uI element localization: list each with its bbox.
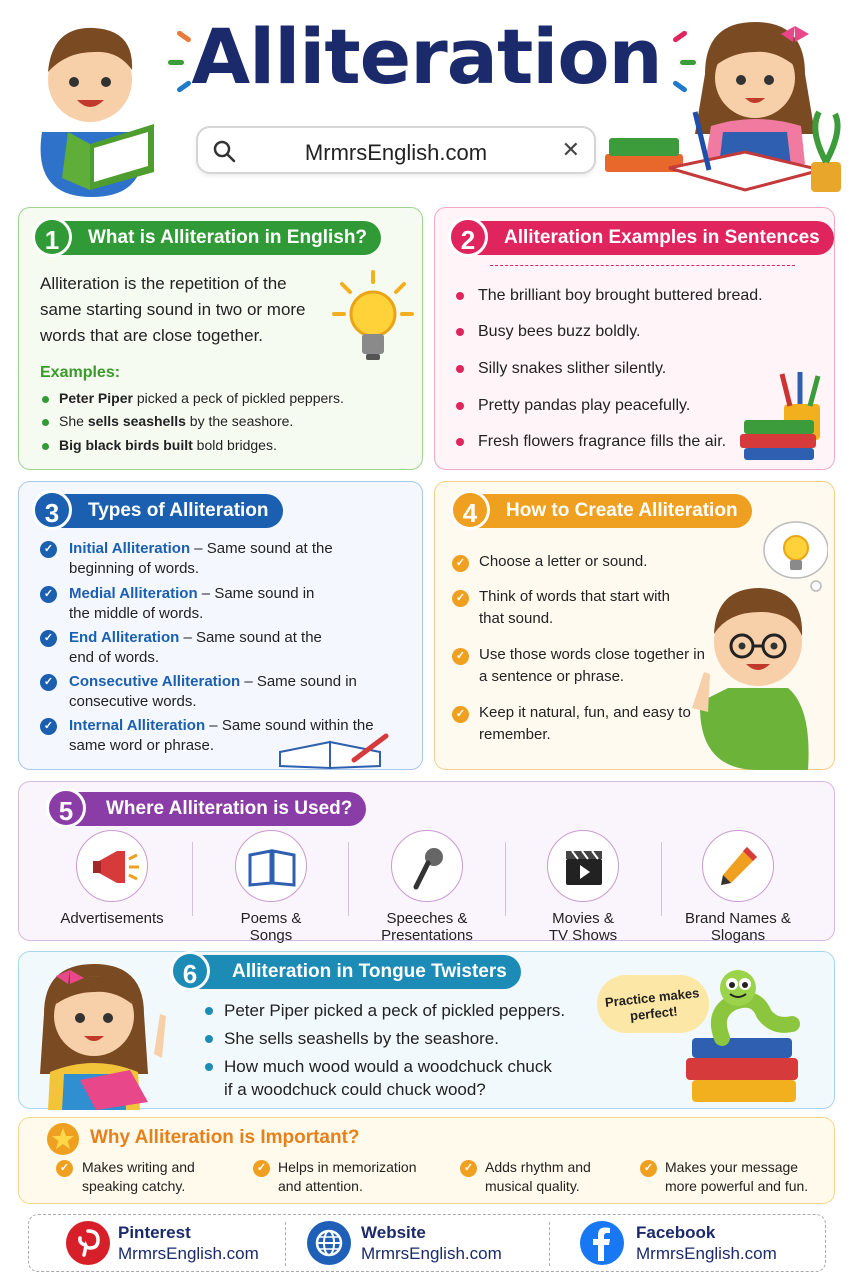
check-icon: ✓ [56,1160,73,1177]
list-item: Use those words close together in a sentence or phrase. [479,646,705,685]
section-1-title: What is Alliteration in English? [46,221,381,255]
section-3-title: Types of Alliteration [46,494,283,528]
divider [549,1222,550,1266]
section-5-title: Where Alliteration is Used? [64,792,366,826]
use-label: Brand Names & Slogans [685,910,791,944]
bullet-dot [205,1035,213,1043]
list-item: Consecutive Alliteration – Same sound in consecutive words. [69,673,357,710]
pencil-cup-books-icon [738,370,826,464]
lightbulb-icon [330,268,416,364]
list-item: Peter Piper picked a peck of pickled peppers. [224,1001,566,1020]
bullet-dot [42,443,49,450]
header [0,0,853,200]
sentence-text: The brilliant boy brought buttered bread. [478,287,763,304]
check-icon: ✓ [40,630,57,647]
bookworm-books-illustration [682,962,808,1108]
bullet-dot [42,396,49,403]
check-icon: ✓ [40,586,57,603]
footer-url: MrmrsEnglish.com [361,1244,502,1263]
list-item: She sells seashells by the seashore. [224,1029,499,1048]
check-icon: ✓ [452,590,469,607]
check-icon: ✓ [452,648,469,665]
speech-bubble-text: Practice makes perfect! [604,985,700,1024]
section-6-title: Alliteration in Tongue Twisters [190,955,521,989]
check-icon: ✓ [253,1160,270,1177]
divider [505,842,506,916]
list-item: Big black birds built bold bridges. [42,436,277,454]
use-item-poems-songs [196,830,346,944]
use-item-movies [508,830,658,944]
list-item: Adds rhythm and musical quality. [485,1159,591,1194]
clapperboard-icon [547,830,619,902]
girl-reading-illustration [30,954,176,1110]
use-item-brand-names [663,830,813,944]
list-item: Initial Alliteration – Same sound at the beginning of words. [69,540,333,577]
facebook-icon [580,1221,624,1265]
check-icon: ✓ [452,555,469,572]
section-1-definition: Alliteration is the repetition of the same starting sound in two or more words that are close together. [40,274,306,345]
section-5-number: 5 [46,788,86,828]
open-book-pen-icon [276,730,392,770]
pencil-icon [702,830,774,902]
footer-name: Website [361,1223,426,1242]
list-item: Peter Piper picked a peck of pickled peppers. [42,389,344,407]
megaphone-icon [76,830,148,902]
section-3-number: 3 [32,490,72,530]
microphone-icon [391,830,463,902]
bullet-dot [205,1063,213,1071]
footer-name: Facebook [636,1223,716,1242]
bullet-dot [456,402,464,410]
footer-url: MrmrsEnglish.com [636,1244,777,1263]
list-item: Think of words that start with that sound. [479,588,670,627]
check-icon: ✓ [40,674,57,691]
list-item: Choose a letter or sound. [479,553,648,570]
use-label: Speeches & Presentations [381,910,473,944]
sentence-text: Busy bees buzz boldly. [478,323,641,340]
sentence-text: Fresh flowers fragrance fills the air. [478,433,727,450]
list-item: Internal Alliteration – Same sound within the same word or phrase. [69,717,374,754]
bullet-dot [456,438,464,446]
globe-icon [307,1221,351,1265]
section-2-number: 2 [448,217,488,257]
divider [285,1222,286,1266]
section-1-number: 1 [32,217,72,257]
list-item: End Alliteration – Same sound at the end of words. [69,629,322,666]
bullet-dot [456,365,464,373]
section-6-number: 6 [170,951,210,991]
pinterest-icon [66,1221,110,1265]
divider [192,842,193,916]
section-1-examples-heading: Examples: [40,364,121,381]
use-label: Advertisements [60,910,164,927]
book-icon [235,830,307,902]
sentence-text: Silly snakes slither silently. [478,360,667,377]
footer-facebook-link[interactable] [580,1221,790,1265]
list-item [456,433,726,451]
footer-pinterest-link[interactable] [66,1221,266,1265]
close-icon[interactable]: ✕ [561,137,580,162]
section-4-title: How to Create Alliteration [464,494,752,528]
list-item [456,397,690,415]
divider [348,842,349,916]
list-item: Makes your message more powerful and fun. [665,1159,809,1194]
use-item-speeches [352,830,502,944]
list-item: She sells seashells by the seashore. [42,412,293,430]
sentence-text: Pretty pandas play peacefully. [478,397,691,414]
check-icon: ✓ [460,1160,477,1177]
use-label: Poems & Songs [240,910,302,944]
bullet-dot [456,292,464,300]
page-title: Alliteration [191,12,662,101]
boy-thinking-illustration [688,512,828,770]
divider [490,265,795,266]
search-bar[interactable] [196,126,596,174]
search-text[interactable]: MrmrsEnglish.com [304,140,488,165]
list-item [456,287,763,305]
list-item: Medial Alliteration – Same sound in the middle of words. [69,585,315,622]
check-icon: ✓ [452,706,469,723]
list-item: Keep it natural, fun, and easy to remember. [479,704,691,743]
list-item: Makes writing and speaking catchy. [82,1159,195,1194]
divider [661,842,662,916]
use-item-advertisements [37,830,187,927]
use-label: Movies & TV Shows [548,910,618,944]
footer-website-link[interactable] [307,1221,517,1265]
bullet-dot [456,328,464,336]
section-4-number: 4 [450,490,490,530]
check-icon: ✓ [40,718,57,735]
list-item [456,360,666,378]
bullet-dot [42,419,49,426]
footer-name: Pinterest [118,1223,191,1242]
list-item [456,323,640,341]
check-icon: ✓ [40,541,57,558]
check-icon: ✓ [640,1160,657,1177]
bullet-dot [205,1007,213,1015]
list-item: How much wood would a woodchuck chuck if a woodchuck could chuck wood? [224,1057,552,1099]
footer-url: MrmrsEnglish.com [118,1244,259,1263]
list-item: Helps in memorization and attention. [278,1159,417,1194]
star-badge-icon [46,1122,80,1156]
why-title: Why Alliteration is Important? [90,1127,360,1148]
section-2-title: Alliteration Examples in Sentences [462,221,834,255]
